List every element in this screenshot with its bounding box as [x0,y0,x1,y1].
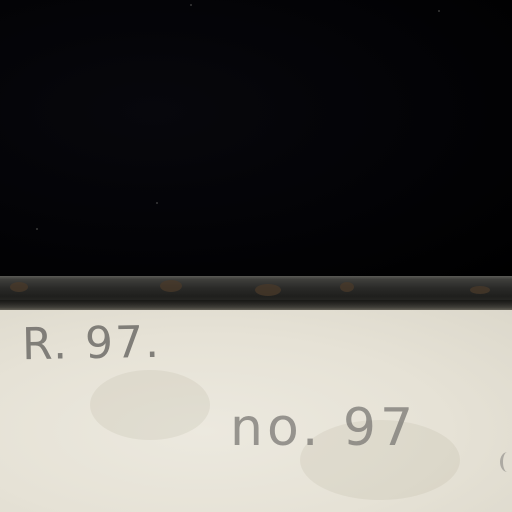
paper-stain [90,370,210,440]
rust-spot [255,284,281,296]
dust-speck [156,202,158,204]
pencil-annotation-number: no. 97 [230,398,418,458]
dust-speck [36,228,38,230]
frame-shadow [0,300,512,310]
partial-pencil-mark [500,452,512,472]
pencil-annotation-ref: R. 97. [21,316,162,371]
rust-spot [340,282,354,292]
rust-spot [10,282,28,292]
rust-spot [470,286,490,294]
rust-spot [160,280,182,292]
dust-speck [438,10,440,12]
dust-speck [190,4,192,6]
